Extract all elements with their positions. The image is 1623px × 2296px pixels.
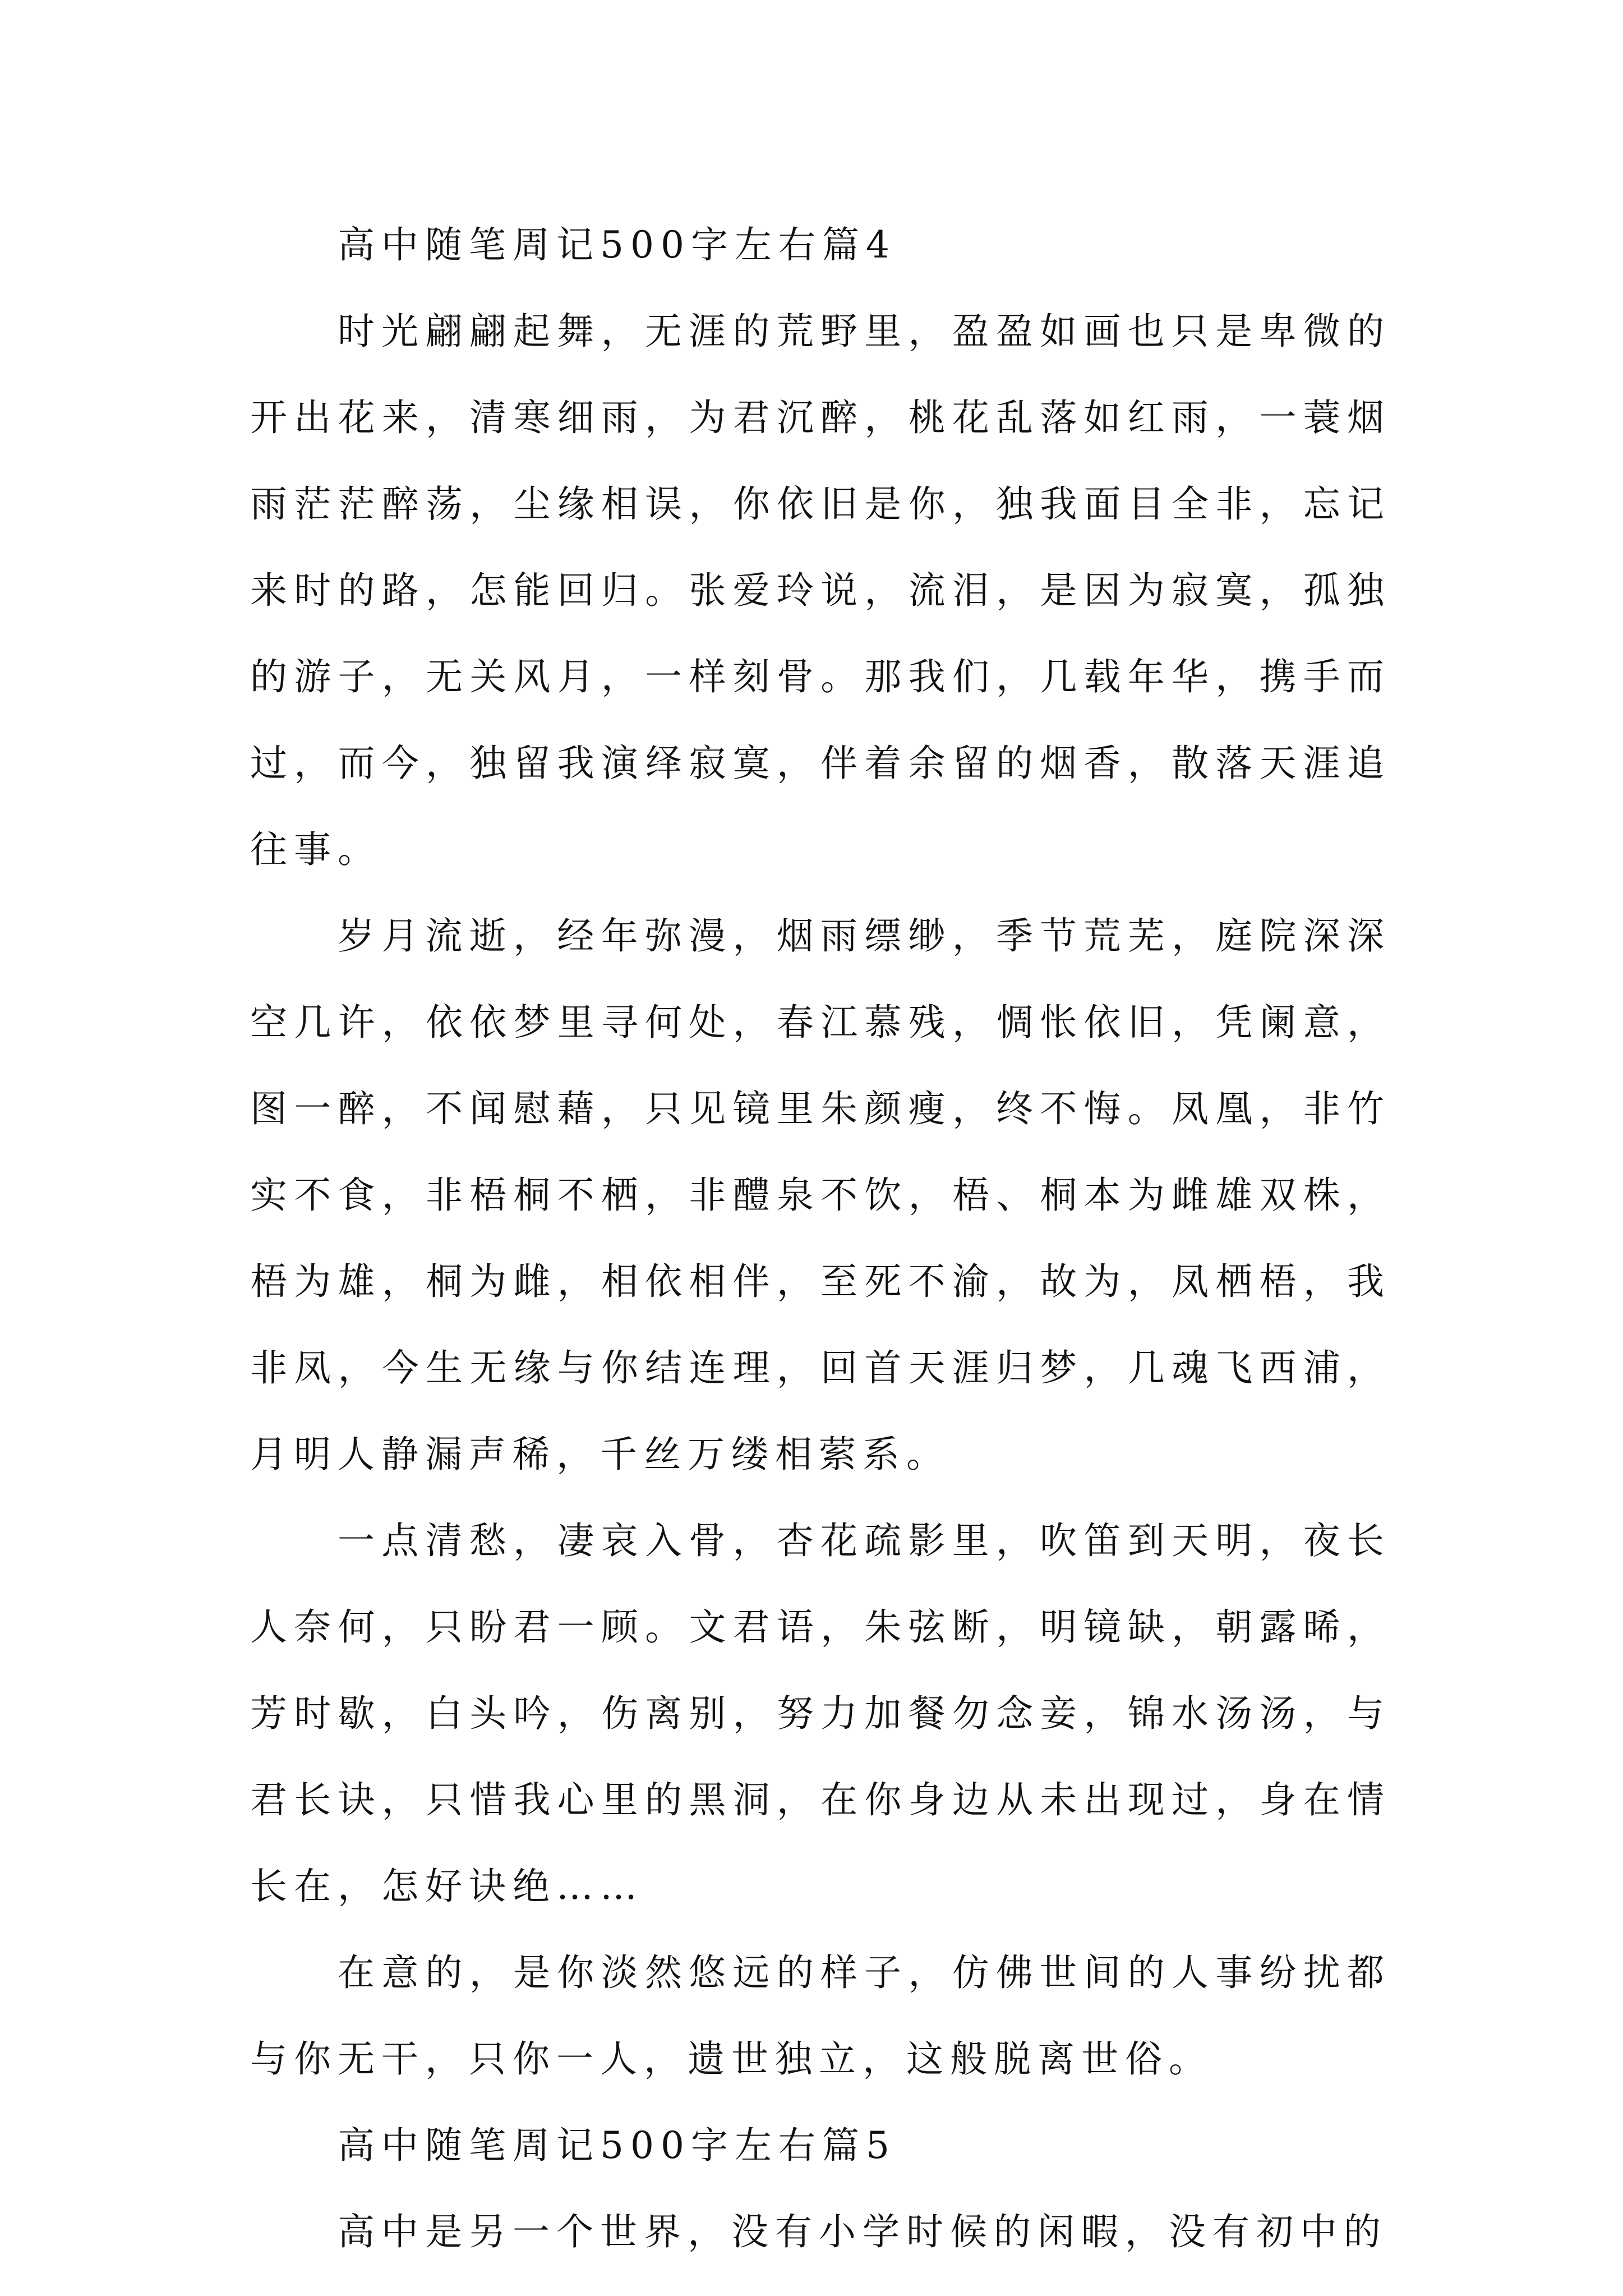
paragraph-2: 岁月流逝，经年弥漫，烟雨缥缈，季节荒芜，庭院深深空几许，依依梦里寻何处，春江慕残，惆怅依旧，凭阑意，图一醉，不闻慰藉，只见镜里朱颜瘦，终不悔。凤凰，非竹实不食，非梧桐不栖，非醴泉不饮，梧、桐本为雌雄双株，梧为雄，桐为雌，相依相伴，至死不渝，故为，凤栖梧，我非凤，今生无缘与你结连理，回首天涯归梦，几魂飞西浦，月明人静漏声稀，千丝万缕相萦系。 <box>250 914 1391 1476</box>
paragraph-5: 高中是另一个世界，没有小学时候的闲暇，没有初中的 <box>338 2210 1387 2253</box>
section-heading-5: 高中随笔周记500字左右篇5 <box>338 2124 896 2167</box>
section-heading-4: 高中随笔周记500字左右篇4 <box>338 223 896 266</box>
paragraph-3: 一点清愁，凄哀入骨，杏花疏影里，吹笛到天明，夜长人奈何，只盼君一顾。文君语，朱弦断，明镜缺，朝露晞，芳时歇，白头吟，伤离别，努力加餐勿念妾，锦水汤汤，与君长诀，只惜我心里的黑洞，在你身边从未出现过，身在情长在，怎好诀绝…… <box>250 1519 1391 1908</box>
paragraph-1: 时光翩翩起舞，无涯的荒野里，盈盈如画也只是卑微的开出花来，清寒细雨，为君沉醉，桃花乱落如红雨，一蓑烟雨茫茫醉荡，尘缘相误，你依旧是你，独我面目全非，忘记来时的路，怎能回归。张爱玲说，流泪，是因为寂寞，孤独的游子，无关风月，一样刻骨。那我们，几载年华，携手而过，而今，独留我演绎寂寞，伴着余留的烟香，散落天涯追往事。 <box>250 310 1391 871</box>
paragraph-4: 在意的，是你淡然悠远的样子，仿佛世间的人事纷扰都与你无干，只你一人，遗世独立，这般脱离世俗。 <box>250 1951 1391 2081</box>
document-body <box>250 202 1391 2275</box>
